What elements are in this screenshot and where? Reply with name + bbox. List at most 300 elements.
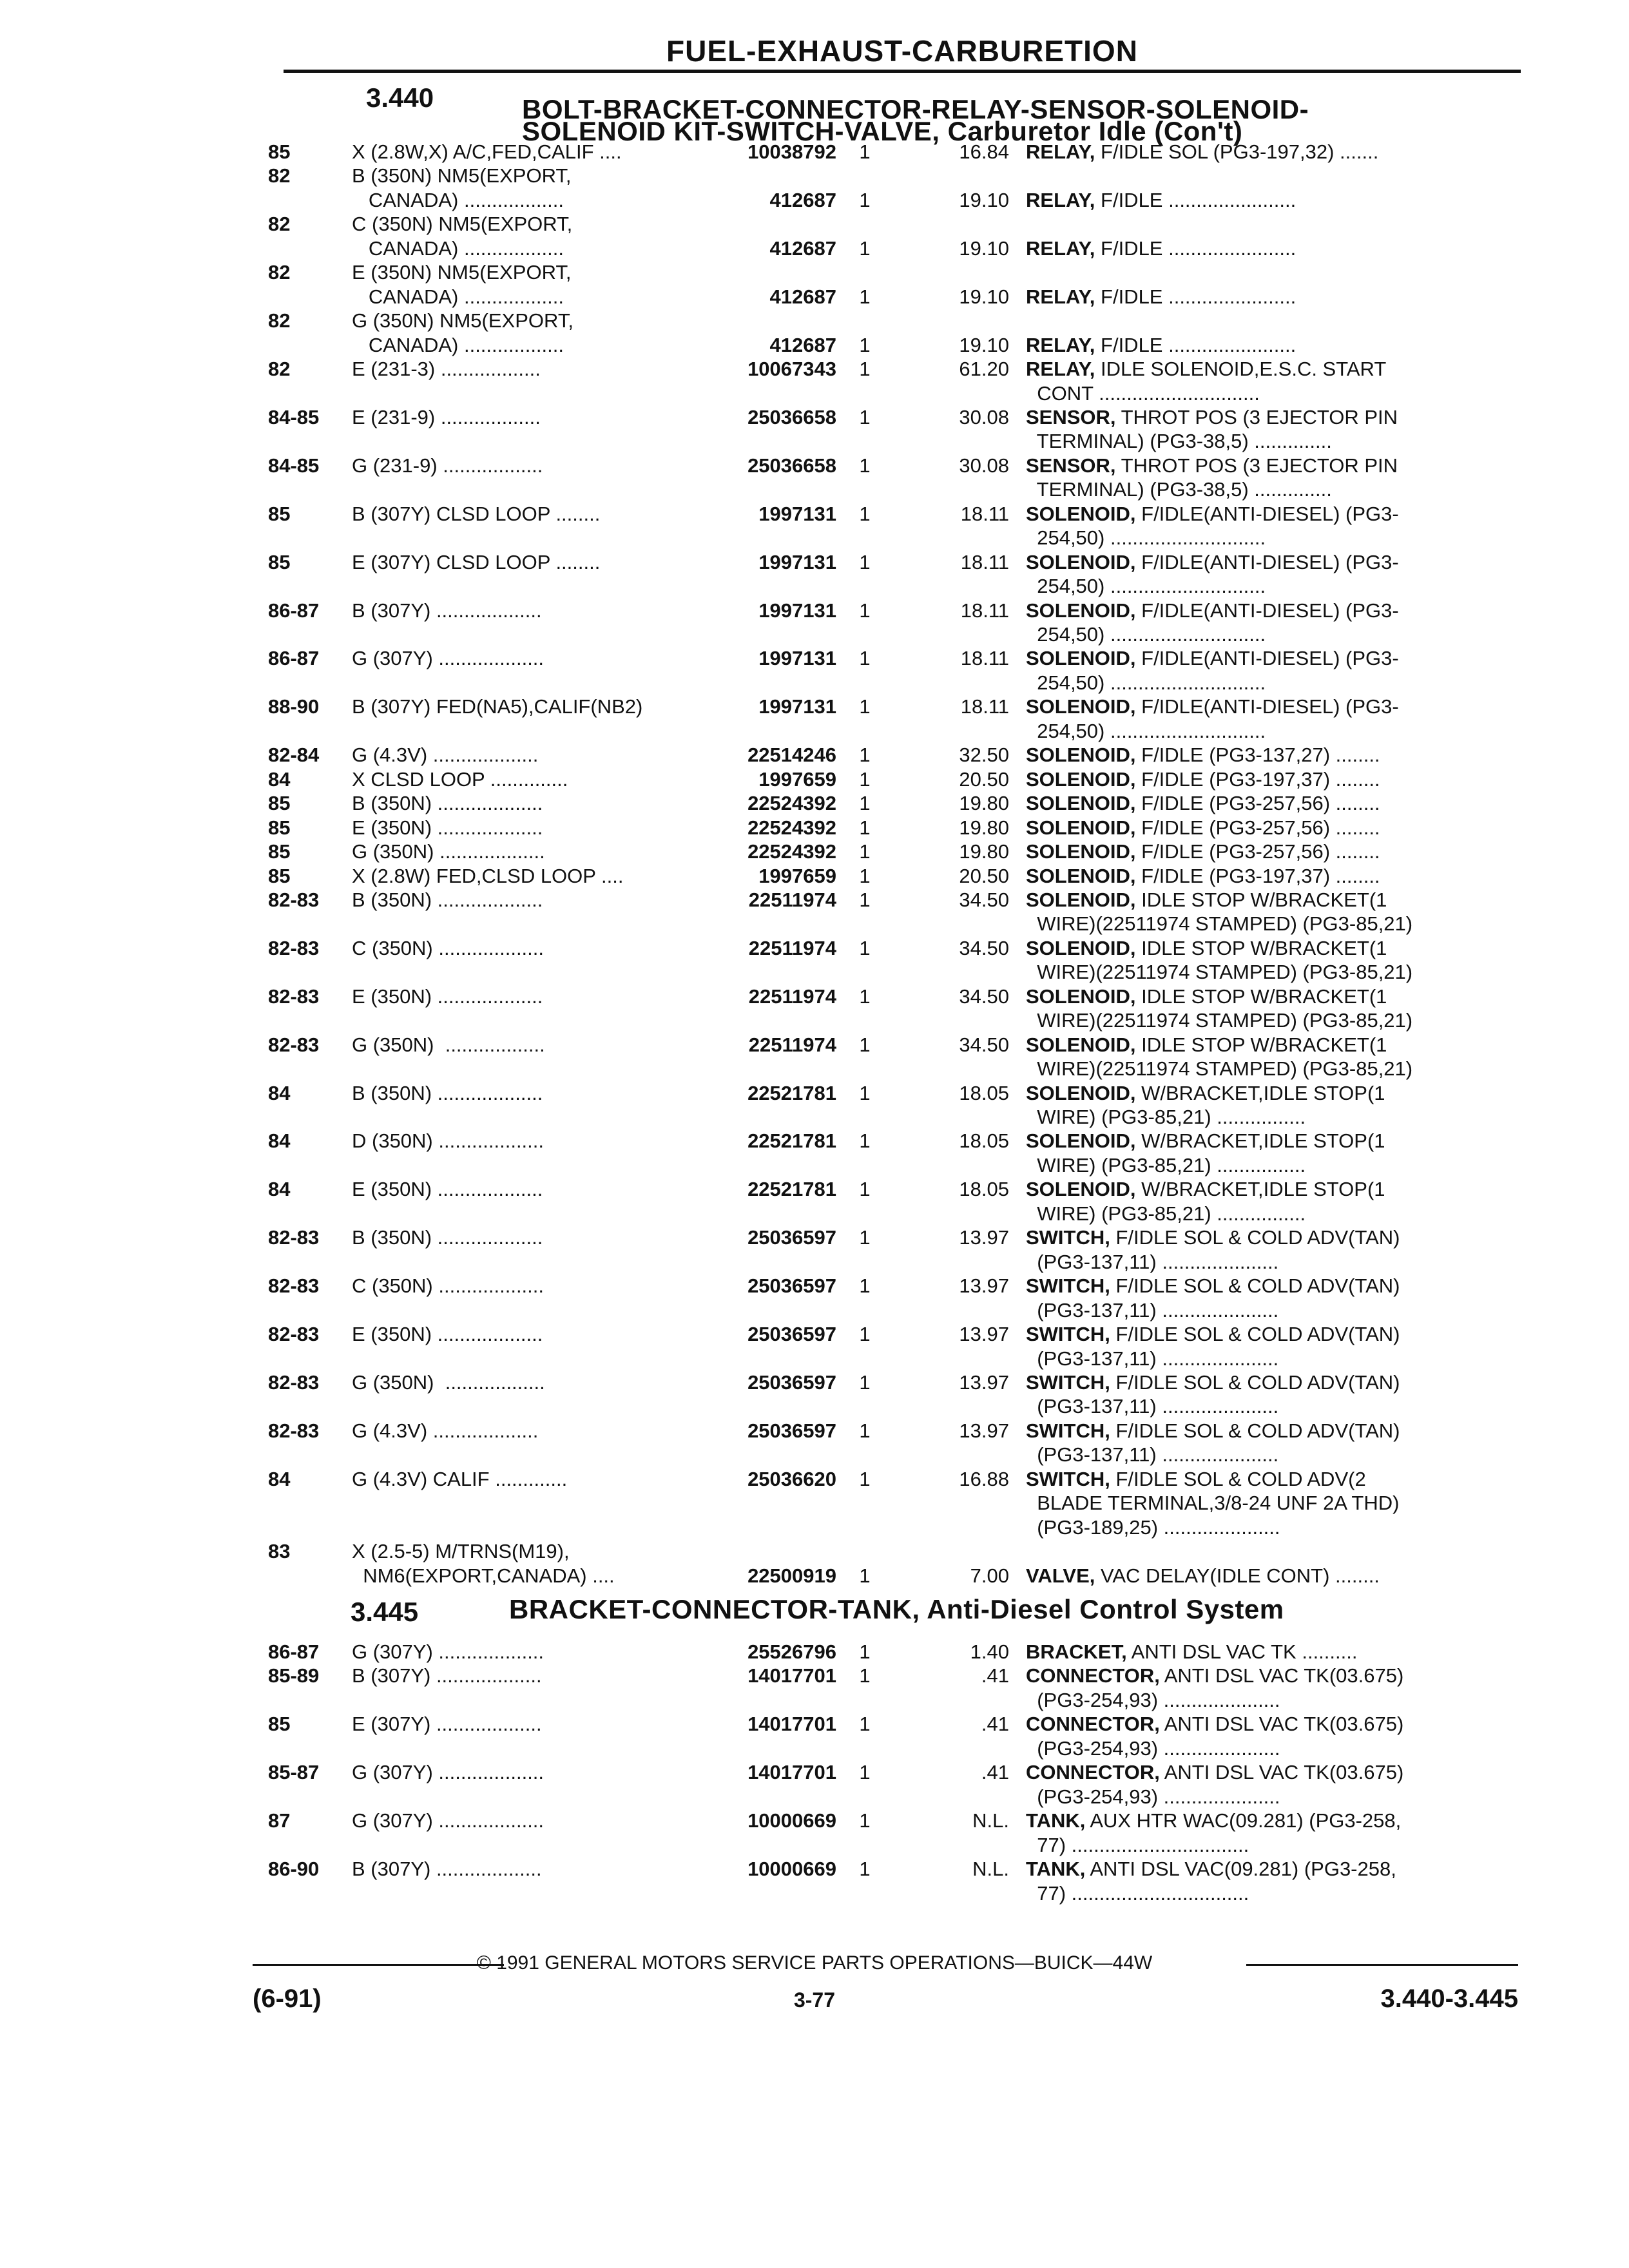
model-engine: E (350N) ................... xyxy=(352,985,548,1008)
model-year: 85 xyxy=(268,816,291,839)
quantity: 1 xyxy=(859,502,871,525)
part-description xyxy=(1026,1154,1516,1177)
part-detail: WIRE) (PG3-85,21) ................ xyxy=(1026,1202,1306,1225)
part-name: SOLENOID, xyxy=(1026,840,1136,863)
part-detail: F/IDLE (PG3-257,56) ........ xyxy=(1135,816,1380,839)
part-description xyxy=(1026,599,1516,622)
part-description xyxy=(1026,1347,1516,1370)
part-description xyxy=(1026,526,1516,550)
section-title-line2: SOLENOID KIT-SWITCH-VALVE, Carburetor Idle (Con't) xyxy=(522,116,1243,146)
part-description xyxy=(1026,840,1516,863)
model-year: 82 xyxy=(268,164,291,187)
model-engine: X (2.8W) FED,CLSD LOOP .... xyxy=(352,864,630,887)
part-description xyxy=(1026,1882,1516,1905)
part-description xyxy=(1026,768,1516,791)
part-detail: F/IDLE (PG3-257,56) ........ xyxy=(1135,792,1380,815)
part-name: SOLENOID, xyxy=(1026,985,1136,1008)
part-name: SOLENOID, xyxy=(1026,550,1136,573)
price: .41 xyxy=(981,1713,1009,1736)
part-detail: CONT ............................. xyxy=(1026,381,1260,405)
price: 1.40 xyxy=(970,1640,1009,1663)
part-number: 22511974 xyxy=(748,1033,836,1056)
part-name: SWITCH, xyxy=(1026,1370,1110,1394)
model-engine: G (307Y) ................... xyxy=(352,1809,550,1832)
part-name: RELAY, xyxy=(1026,140,1095,163)
price: 18.11 xyxy=(960,502,1009,525)
model-year: 82-83 xyxy=(268,1370,320,1394)
part-detail: IDLE SOLENOID,E.S.C. START xyxy=(1095,358,1387,381)
price: 19.80 xyxy=(959,840,1009,863)
part-detail: AUX HTR WAC(09.281) (PG3-258, xyxy=(1085,1809,1402,1832)
section-title-line1: BOLT-BRACKET-CONNECTOR-RELAY-SENSOR-SOLENOID- xyxy=(522,94,1309,124)
part-description xyxy=(1026,1689,1516,1712)
model-year: 84 xyxy=(268,1081,291,1104)
part-detail: (PG3-254,93) ..................... xyxy=(1026,1688,1280,1711)
part-number: 10067343 xyxy=(747,358,836,381)
model-engine: B (307Y) ................... xyxy=(352,599,548,622)
quantity: 1 xyxy=(859,647,871,670)
quantity: 1 xyxy=(859,599,871,622)
model-engine: G (4.3V) CALIF ............. xyxy=(352,1467,573,1490)
part-detail: F/IDLE ....................... xyxy=(1095,188,1296,211)
price: 19.10 xyxy=(959,333,1009,356)
part-name: SOLENOID, xyxy=(1026,599,1136,622)
part-detail: 77) ................................ xyxy=(1026,1881,1249,1905)
part-number: 25036597 xyxy=(747,1370,836,1394)
part-detail: WIRE)(22511974 STAMPED) (PG3-85,21) xyxy=(1026,912,1413,936)
part-detail: F/IDLE (PG3-197,37) ........ xyxy=(1135,864,1380,887)
model-engine: G (4.3V) ................... xyxy=(352,744,545,767)
part-detail: TERMINAL) (PG3-38,5) .............. xyxy=(1026,430,1332,453)
model-engine: X (2.5-5) M/TRNS(M19), xyxy=(352,1540,570,1563)
part-description xyxy=(1026,937,1516,960)
quantity: 1 xyxy=(859,888,871,911)
quantity: 1 xyxy=(859,1467,871,1490)
part-description xyxy=(1026,1419,1516,1443)
part-description xyxy=(1026,889,1516,912)
part-detail: ANTI DSL VAC TK(03.675) xyxy=(1159,1664,1404,1687)
part-description xyxy=(1026,1178,1516,1201)
price: 18.11 xyxy=(960,550,1009,573)
part-name: RELAY, xyxy=(1026,236,1095,260)
quantity: 1 xyxy=(859,358,871,381)
model-year: 82 xyxy=(268,309,291,332)
model-engine: E (350N) NM5(EXPORT, xyxy=(352,261,572,284)
model-year: 85 xyxy=(268,864,291,887)
model-engine: E (231-9) .................. xyxy=(352,405,546,428)
part-detail: TERMINAL) (PG3-38,5) .............. xyxy=(1026,478,1332,501)
part-description xyxy=(1026,575,1516,598)
part-detail: ANTI DSL VAC TK(03.675) xyxy=(1159,1761,1404,1784)
part-detail: W/BRACKET,IDLE STOP(1 xyxy=(1135,1129,1385,1153)
part-name: SWITCH, xyxy=(1026,1323,1110,1346)
price: 7.00 xyxy=(970,1564,1009,1587)
part-number: 25036620 xyxy=(747,1467,836,1490)
part-number: 1997659 xyxy=(758,864,836,887)
part-description xyxy=(1026,285,1516,309)
part-detail: 254,50) ............................ xyxy=(1026,719,1266,742)
model-year: 84-85 xyxy=(268,454,320,477)
part-description xyxy=(1026,1761,1516,1784)
part-description xyxy=(1026,1129,1516,1153)
model-engine: CANADA) .................. xyxy=(352,188,570,211)
quantity: 1 xyxy=(859,1809,871,1832)
part-number: 25036597 xyxy=(747,1226,836,1249)
model-engine: E (350N) ................... xyxy=(352,1178,548,1201)
part-detail: ANTI DSL VAC(09.281) (PG3-258, xyxy=(1085,1858,1396,1881)
quantity: 1 xyxy=(859,236,871,260)
part-number: 22524392 xyxy=(747,840,836,863)
model-engine: G (231-9) .................. xyxy=(352,454,548,477)
model-engine: E (350N) ................... xyxy=(352,816,548,839)
part-detail: F/IDLE(ANTI-DIESEL) (PG3- xyxy=(1135,502,1399,525)
price: 16.88 xyxy=(959,1467,1009,1490)
price: 19.80 xyxy=(959,816,1009,839)
part-description xyxy=(1026,1009,1516,1032)
model-year: 86-90 xyxy=(268,1858,320,1881)
model-year: 82-84 xyxy=(268,744,320,767)
quantity: 1 xyxy=(859,285,871,308)
part-description xyxy=(1026,961,1516,984)
part-number: 25526796 xyxy=(747,1640,836,1663)
part-number: 22514246 xyxy=(747,744,836,767)
model-year: 82 xyxy=(268,261,291,284)
price: 19.80 xyxy=(959,792,1009,815)
model-year: 82-83 xyxy=(268,1323,320,1346)
part-description xyxy=(1026,792,1516,815)
part-detail: 254,50) ............................ xyxy=(1026,623,1266,646)
model-engine: B (307Y) ................... xyxy=(352,1664,548,1687)
part-detail: IDLE STOP W/BRACKET(1 xyxy=(1135,985,1387,1008)
model-year: 82 xyxy=(268,213,291,236)
quantity: 1 xyxy=(859,792,871,815)
part-detail: F/IDLE SOL & COLD ADV(2 xyxy=(1110,1467,1366,1490)
model-year: 86-87 xyxy=(268,599,320,622)
part-name: VALVE, xyxy=(1026,1564,1095,1587)
part-detail: F/IDLE SOL & COLD ADV(TAN) xyxy=(1110,1370,1400,1394)
quantity: 1 xyxy=(859,1178,871,1201)
part-description xyxy=(1026,1564,1516,1588)
part-description xyxy=(1026,1323,1516,1346)
part-number: 25036658 xyxy=(747,454,836,477)
part-name: CONNECTOR, xyxy=(1026,1713,1160,1736)
part-detail: IDLE STOP W/BRACKET(1 xyxy=(1135,888,1387,911)
part-number: 22500919 xyxy=(747,1564,836,1587)
quantity: 1 xyxy=(859,695,871,718)
part-number: 22511974 xyxy=(748,936,836,959)
quantity: 1 xyxy=(859,550,871,573)
part-description xyxy=(1026,334,1516,357)
part-number: 22521781 xyxy=(747,1178,836,1201)
part-description xyxy=(1026,865,1516,888)
quantity: 1 xyxy=(859,840,871,863)
price: 18.11 xyxy=(960,695,1009,718)
model-engine: E (307Y) CLSD LOOP ........ xyxy=(352,550,606,573)
part-number: 22524392 xyxy=(747,816,836,839)
price: 19.10 xyxy=(959,285,1009,308)
part-number: 22521781 xyxy=(747,1129,836,1153)
price: .41 xyxy=(981,1761,1009,1784)
quantity: 1 xyxy=(859,1761,871,1784)
part-description xyxy=(1026,671,1516,695)
price: 16.84 xyxy=(959,140,1009,163)
price: 18.05 xyxy=(959,1129,1009,1153)
part-detail: IDLE STOP W/BRACKET(1 xyxy=(1135,936,1387,959)
part-name: RELAY, xyxy=(1026,188,1095,211)
part-description xyxy=(1026,985,1516,1008)
quantity: 1 xyxy=(859,1129,871,1153)
part-description xyxy=(1026,237,1516,260)
part-detail: (PG3-137,11) ..................... xyxy=(1026,1347,1279,1370)
model-engine: B (350N) ................... xyxy=(352,1081,548,1104)
part-detail: F/IDLE (PG3-257,56) ........ xyxy=(1135,840,1380,863)
model-year: 85 xyxy=(268,1713,291,1736)
model-year: 85 xyxy=(268,140,291,163)
part-name: CONNECTOR, xyxy=(1026,1664,1160,1687)
part-name: SOLENOID, xyxy=(1026,695,1136,718)
model-engine: G (350N) ................... xyxy=(352,840,551,863)
part-description xyxy=(1026,1202,1516,1225)
price: 34.50 xyxy=(959,888,1009,911)
part-number: 412687 xyxy=(769,333,836,356)
model-engine: G (307Y) ................... xyxy=(352,1640,550,1663)
part-description xyxy=(1026,1834,1516,1857)
model-year: 85 xyxy=(268,550,291,573)
quantity: 1 xyxy=(859,985,871,1008)
part-description xyxy=(1026,1516,1516,1539)
model-year: 85 xyxy=(268,502,291,525)
model-year: 82-83 xyxy=(268,888,320,911)
part-detail: THROT POS (3 EJECTOR PIN xyxy=(1115,405,1398,428)
price: 13.97 xyxy=(959,1370,1009,1394)
part-description xyxy=(1026,406,1516,429)
page-title: FUEL-EXHAUST-CARBURETION xyxy=(666,34,1138,68)
model-year: 84 xyxy=(268,1178,291,1201)
part-detail: (PG3-137,11) ..................... xyxy=(1026,1250,1279,1273)
part-detail: (PG3-254,93) ..................... xyxy=(1026,1785,1280,1808)
model-engine: B (307Y) ................... xyxy=(352,1858,548,1881)
quantity: 1 xyxy=(859,1713,871,1736)
part-number: 22524392 xyxy=(747,792,836,815)
price: 32.50 xyxy=(959,744,1009,767)
part-detail: BLADE TERMINAL,3/8-24 UNF 2A THD) xyxy=(1026,1492,1400,1515)
quantity: 1 xyxy=(859,1370,871,1394)
quantity: 1 xyxy=(859,405,871,428)
model-year: 87 xyxy=(268,1809,291,1832)
part-description xyxy=(1026,1785,1516,1809)
part-name: SOLENOID, xyxy=(1026,647,1136,670)
part-detail: (PG3-137,11) ..................... xyxy=(1026,1298,1279,1321)
part-number: 10038792 xyxy=(747,140,836,163)
model-year: 85-89 xyxy=(268,1664,320,1687)
part-name: CONNECTOR, xyxy=(1026,1761,1160,1784)
part-description xyxy=(1026,1858,1516,1881)
part-detail: WIRE) (PG3-85,21) ................ xyxy=(1026,1153,1306,1177)
part-detail: F/IDLE(ANTI-DIESEL) (PG3- xyxy=(1135,550,1399,573)
footer-date: (6-91) xyxy=(253,1984,322,2013)
quantity: 1 xyxy=(859,1419,871,1442)
model-engine: CANADA) .................. xyxy=(352,333,570,356)
quantity: 1 xyxy=(859,767,871,791)
part-description xyxy=(1026,912,1516,936)
part-number: 22521781 xyxy=(747,1081,836,1104)
model-engine: B (307Y) FED(NA5),CALIF(NB2) xyxy=(352,695,648,718)
part-description xyxy=(1026,816,1516,840)
part-detail: (PG3-254,93) ..................... xyxy=(1026,1736,1280,1760)
part-number: 25036658 xyxy=(747,405,836,428)
part-description xyxy=(1026,1640,1516,1664)
part-number: 22511974 xyxy=(748,888,836,911)
model-year: 88-90 xyxy=(268,695,320,718)
model-year: 82-83 xyxy=(268,936,320,959)
part-name: SOLENOID, xyxy=(1026,1033,1136,1056)
model-engine: B (350N) NM5(EXPORT, xyxy=(352,164,572,187)
price: 13.97 xyxy=(959,1226,1009,1249)
price: 30.08 xyxy=(959,405,1009,428)
part-detail: WIRE)(22511974 STAMPED) (PG3-85,21) xyxy=(1026,961,1413,984)
part-detail: F/IDLE SOL (PG3-197,32) ....... xyxy=(1095,140,1379,163)
part-number: 25036597 xyxy=(747,1323,836,1346)
part-description xyxy=(1026,358,1516,381)
part-description xyxy=(1026,1106,1516,1129)
part-description xyxy=(1026,551,1516,574)
part-name: SWITCH, xyxy=(1026,1226,1110,1249)
model-year: 82-83 xyxy=(268,1226,320,1249)
price: 34.50 xyxy=(959,936,1009,959)
model-year: 85 xyxy=(268,840,291,863)
part-description xyxy=(1026,140,1516,164)
part-description xyxy=(1026,1443,1516,1466)
part-number: 14017701 xyxy=(747,1664,836,1687)
quantity: 1 xyxy=(859,744,871,767)
part-name: SOLENOID, xyxy=(1026,792,1136,815)
price: N.L. xyxy=(972,1858,1009,1881)
part-name: SOLENOID, xyxy=(1026,767,1136,791)
section-number: 3.440 xyxy=(366,82,434,113)
part-detail: ANTI DSL VAC TK(03.675) xyxy=(1159,1713,1404,1736)
model-year: 82-83 xyxy=(268,985,320,1008)
part-detail: WIRE)(22511974 STAMPED) (PG3-85,21) xyxy=(1026,1009,1413,1032)
header-rule xyxy=(284,70,1521,73)
quantity: 1 xyxy=(859,1323,871,1346)
part-number: 412687 xyxy=(769,285,836,308)
model-engine: G (350N) .................. xyxy=(352,1033,551,1056)
quantity: 1 xyxy=(859,333,871,356)
part-number: 22511974 xyxy=(748,985,836,1008)
part-description xyxy=(1026,478,1516,501)
quantity: 1 xyxy=(859,864,871,887)
part-description xyxy=(1026,1492,1516,1515)
part-detail: F/IDLE(ANTI-DIESEL) (PG3- xyxy=(1135,599,1399,622)
price: 61.20 xyxy=(959,358,1009,381)
part-detail: (PG3-189,25) ..................... xyxy=(1026,1515,1280,1539)
model-engine: C (350N) NM5(EXPORT, xyxy=(352,213,573,236)
part-number: 10000669 xyxy=(747,1858,836,1881)
quantity: 1 xyxy=(859,816,871,839)
quantity: 1 xyxy=(859,1226,871,1249)
quantity: 1 xyxy=(859,1858,871,1881)
model-year: 84 xyxy=(268,767,291,791)
part-description xyxy=(1026,623,1516,646)
part-name: SWITCH, xyxy=(1026,1419,1110,1442)
part-number: 1997131 xyxy=(758,502,836,525)
part-name: SOLENOID, xyxy=(1026,888,1136,911)
quantity: 1 xyxy=(859,1664,871,1687)
model-engine: NM6(EXPORT,CANADA) .... xyxy=(352,1564,621,1587)
part-detail: ANTI DSL VAC TK .......... xyxy=(1126,1640,1358,1663)
quantity: 1 xyxy=(859,936,871,959)
footer-copyright: © 1991 GENERAL MOTORS SERVICE PARTS OPERATIONS—BUICK—44W xyxy=(476,1952,1153,1974)
price: 20.50 xyxy=(959,864,1009,887)
part-name: SOLENOID, xyxy=(1026,1129,1136,1153)
part-name: SOLENOID, xyxy=(1026,816,1136,839)
model-year: 84-85 xyxy=(268,405,320,428)
part-name: SOLENOID, xyxy=(1026,502,1136,525)
part-detail: F/IDLE SOL & COLD ADV(TAN) xyxy=(1110,1274,1400,1298)
part-detail: WIRE)(22511974 STAMPED) (PG3-85,21) xyxy=(1026,1057,1413,1081)
price: N.L. xyxy=(972,1809,1009,1832)
price: 34.50 xyxy=(959,985,1009,1008)
part-description xyxy=(1026,1274,1516,1298)
part-detail: VAC DELAY(IDLE CONT) ........ xyxy=(1095,1564,1380,1587)
part-detail: F/IDLE SOL & COLD ADV(TAN) xyxy=(1110,1226,1400,1249)
price: 20.50 xyxy=(959,767,1009,791)
model-year: 83 xyxy=(268,1540,291,1563)
model-year: 85-87 xyxy=(268,1761,320,1784)
model-year: 84 xyxy=(268,1129,291,1153)
price: 18.05 xyxy=(959,1178,1009,1201)
part-number: 1997131 xyxy=(758,695,836,718)
part-name: SOLENOID, xyxy=(1026,936,1136,959)
model-engine: G (307Y) ................... xyxy=(352,647,550,670)
part-number: 412687 xyxy=(769,188,836,211)
part-detail: F/IDLE ....................... xyxy=(1095,285,1296,308)
quantity: 1 xyxy=(859,1640,871,1663)
part-description xyxy=(1026,1468,1516,1491)
part-name: SENSOR, xyxy=(1026,405,1116,428)
part-detail: (PG3-137,11) ..................... xyxy=(1026,1443,1279,1466)
part-name: SWITCH, xyxy=(1026,1274,1110,1298)
part-description xyxy=(1026,695,1516,718)
part-name: RELAY, xyxy=(1026,333,1095,356)
part-name: SENSOR, xyxy=(1026,454,1116,477)
model-engine: CANADA) .................. xyxy=(352,236,570,260)
model-year: 84 xyxy=(268,1467,291,1490)
part-number: 1997131 xyxy=(758,599,836,622)
model-year: 82-83 xyxy=(268,1033,320,1056)
model-year: 82-83 xyxy=(268,1274,320,1298)
part-name: BRACKET, xyxy=(1026,1640,1127,1663)
model-engine: E (231-3) .................. xyxy=(352,358,546,381)
part-detail: 254,50) ............................ xyxy=(1026,671,1266,694)
part-detail: W/BRACKET,IDLE STOP(1 xyxy=(1135,1178,1385,1201)
price: 19.10 xyxy=(959,236,1009,260)
part-description xyxy=(1026,1395,1516,1418)
part-detail: F/IDLE(ANTI-DIESEL) (PG3- xyxy=(1135,695,1399,718)
section-title-2: BRACKET-CONNECTOR-TANK, Anti-Diesel Control System xyxy=(509,1594,1284,1624)
part-number: 412687 xyxy=(769,236,836,260)
model-engine: B (350N) ................... xyxy=(352,792,548,815)
part-description xyxy=(1026,1713,1516,1736)
model-year: 82 xyxy=(268,358,291,381)
model-year: 86-87 xyxy=(268,1640,320,1663)
part-description xyxy=(1026,1371,1516,1394)
model-engine: B (350N) ................... xyxy=(352,888,548,911)
part-description xyxy=(1026,1033,1516,1057)
price: 18.11 xyxy=(960,599,1009,622)
model-engine: C (350N) ................... xyxy=(352,936,550,959)
part-detail: 77) ................................ xyxy=(1026,1833,1249,1856)
